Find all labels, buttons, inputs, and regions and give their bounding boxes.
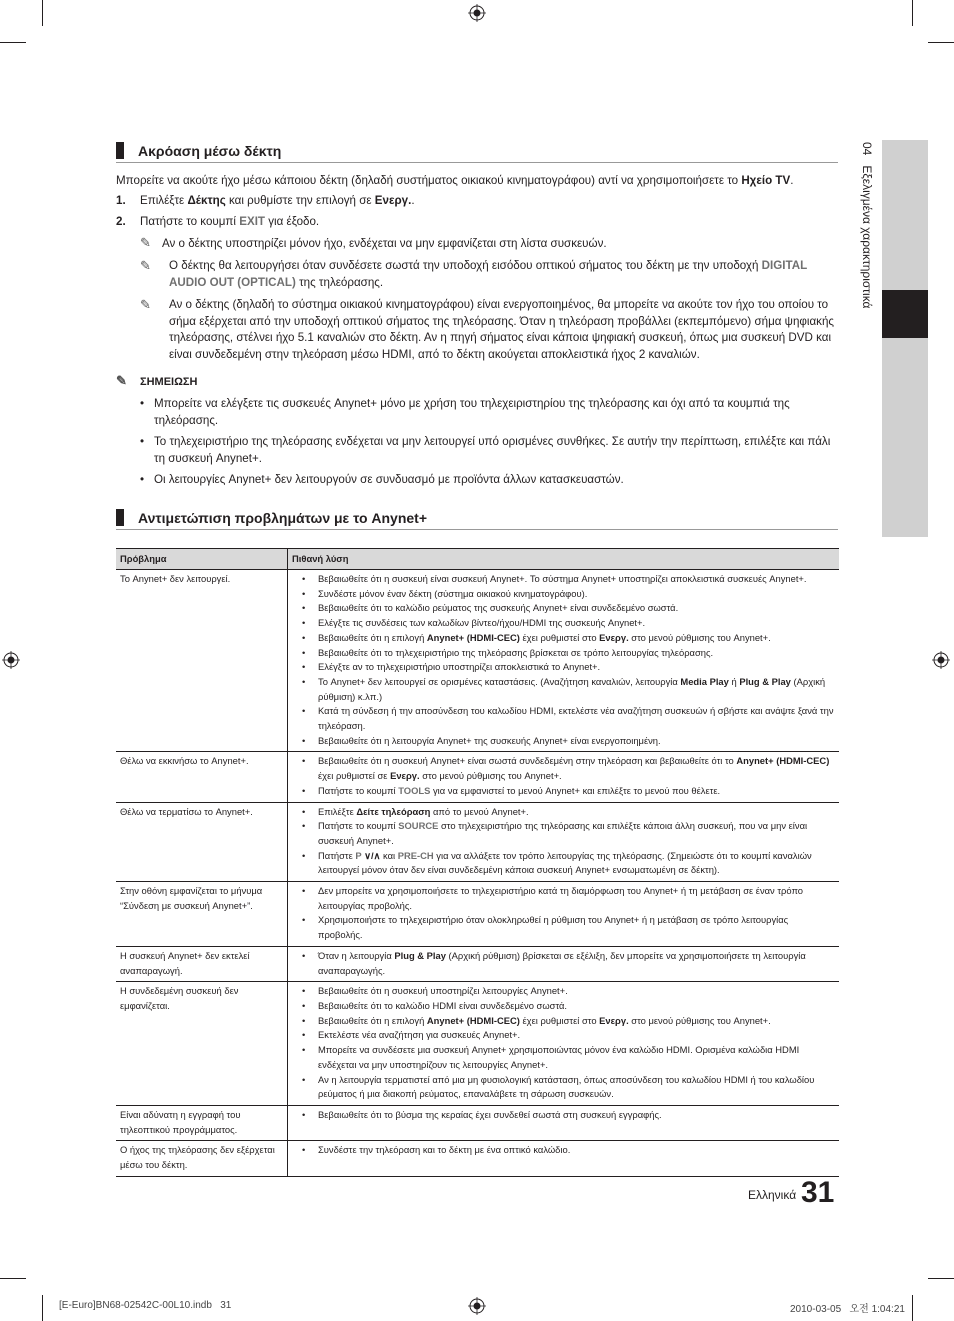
- table-row: [116, 882, 839, 947]
- solution-item: • Το Anynet+ δεν λειτουργεί σε ορισμένες καταστάσεις. (Αναζήτηση καναλιών, λειτουργία Media Play ή Plug & Play (Αρχική ρύθμιση) κ.λπ.): [318, 675, 835, 704]
- intro-paragraph: Μπορείτε να ακούτε ήχο μέσω κάποιου δέκτη (δηλαδή συστήματος οικιακού κινηματογράφου) αντί να χρησιμοποιήσετε το Ηχείο TV.: [116, 174, 794, 187]
- solution-item: • Βεβαιωθείτε ότι το βύσμα της κεραίας έχει συνδεθεί σωστά στη συσκευή εγγραφής.: [318, 1108, 835, 1123]
- solution-item: • Βεβαιωθείτε ότι η συσκευή Anynet+ είναι σωστά συνδεδεμένη στην τηλεόραση και βεβαιωθείτε ότι το Anynet+ (HDMI-CEC) έχει ρυθμιστεί σε Ενεργ. στο μενού ρύθμισης του Anynet+.: [318, 754, 835, 783]
- chapter-sidebar: [882, 140, 928, 537]
- table-row: [116, 752, 839, 802]
- problem-cell: Η συσκευή Anynet+ δεν εκτελεί αναπαραγωγή.: [116, 946, 288, 981]
- solution-item: • Βεβαιωθείτε ότι η συσκευή υποστηρίζει λειτουργίες Anynet+.: [318, 984, 835, 999]
- solution-list: [292, 984, 835, 1102]
- step-2: 2. Πατήστε το κουμπί EXIT για έξοδο.: [116, 215, 320, 228]
- section-bar: [116, 142, 124, 159]
- solution-item: • Όταν η λειτουργία Plug & Play (Αρχική ρύθμιση) βρίσκεται σε εξέλιξη, δεν μπορείτε να χρησιμοποιήσετε τη λειτουργία αναπαραγωγής.: [318, 949, 835, 978]
- solution-cell: [288, 1105, 840, 1140]
- crop-mark: [42, 0, 43, 26]
- solution-cell: [288, 752, 840, 802]
- registration-mark-icon: [932, 651, 950, 669]
- solution-item: • Επιλέξτε Δείτε τηλεόραση από το μενού Anynet+.: [318, 805, 835, 820]
- section-bar: [116, 509, 124, 526]
- table-row: [116, 982, 839, 1106]
- problem-cell: Το Anynet+ δεν λειτουργεί.: [116, 570, 288, 752]
- table-row: [116, 1105, 839, 1140]
- page-number: 31: [801, 1176, 835, 1209]
- solution-list: [292, 1108, 835, 1123]
- crop-mark: [912, 0, 913, 26]
- chapter-sidebar-marker: [882, 290, 928, 338]
- problem-cell: Η συνδεδεμένη συσκευή δεν εμφανίζεται.: [116, 982, 288, 1106]
- crop-mark: [928, 42, 954, 43]
- solution-list: [292, 949, 835, 978]
- chapter-number: 04: [860, 142, 874, 156]
- solution-item: • Πατήστε το κουμπί SOURCE στο τηλεχειριστήριο της τηλεόρασης και επιλέξτε κάποια άλλη συσκευή, που να μην είναι συσκευή Anynet+.: [318, 819, 835, 848]
- crop-mark: [912, 1295, 913, 1321]
- column-header-problem: Πρόβλημα: [116, 549, 288, 570]
- chapter-label: [853, 142, 877, 522]
- problem-cell: Θέλω να τερματίσω το Anynet+.: [116, 802, 288, 882]
- note-item: ✎ Αν ο δέκτης υποστηρίζει μόνον ήχο, ενδέχεται να μην εμφανίζεται στη λίστα συσκευών.: [140, 235, 607, 250]
- solution-item: • Βεβαιωθείτε ότι το καλώδιο HDMI είναι συνδεδεμένο σωστά.: [318, 999, 835, 1014]
- solution-list: [292, 884, 835, 943]
- print-timestamp: 2010-03-05 오전 1:04:21: [790, 1304, 905, 1315]
- solution-item: • Βεβαιωθείτε ότι το καλώδιο ρεύματος της συσκευής Anynet+ είναι συνδεδεμένο σωστά.: [318, 601, 835, 616]
- solution-item: • Εκτελέστε νέα αναζήτηση για συσκευές Anynet+.: [318, 1028, 835, 1043]
- solution-item: • Βεβαιωθείτε ότι η επιλογή Anynet+ (HDMI-CEC) έχει ρυθμιστεί στο Ενεργ. στο μενού ρύθμισης του Anynet+.: [318, 631, 835, 646]
- solution-item: • Κατά τη σύνδεση ή την αποσύνδεση του καλωδίου HDMI, εκτελέστε νέα αναζήτηση συσκευών ή σβήστε και ανάψτε ξανά την τηλεόραση.: [318, 704, 835, 733]
- solution-cell: [288, 570, 840, 752]
- column-header-solution: Πιθανή λύση: [288, 549, 840, 570]
- solution-cell: [288, 982, 840, 1106]
- step-1: 1. Επιλέξτε Δέκτης και ρυθμίστε την επιλογή σε Ενεργ..: [116, 194, 415, 207]
- problem-cell: Ο ήχος της τηλεόρασης δεν εξέρχεται μέσω του δέκτη.: [116, 1141, 288, 1176]
- solution-item: • Βεβαιωθείτε ότι η επιλογή Anynet+ (HDMI-CEC) έχει ρυθμιστεί στο Ενεργ. στο μενού ρύθμισης του Anynet+.: [318, 1014, 835, 1029]
- crop-mark: [0, 1278, 26, 1279]
- note-pencil-icon: ✎: [116, 373, 127, 388]
- solution-item: • Πατήστε P ∨/∧ και PRE-CH για να αλλάξετε τον τρόπο λειτουργίας της τηλεόρασης. (Σημειώστε ότι το κουμπί καναλιών λειτουργεί μόνον όταν δεν είναι συνδεδεμένη κάποια συσκευή Anynet+ ενσωματωμένη σε δέκτη).: [318, 849, 835, 878]
- problem-cell: Θέλω να εκκινήσω το Anynet+.: [116, 752, 288, 802]
- crop-mark: [42, 1295, 43, 1321]
- registration-mark-icon: [468, 1297, 486, 1315]
- solution-list: [292, 572, 835, 748]
- solution-item: • Συνδέστε την τηλεόραση και το δέκτη με ένα οπτικό καλώδιο.: [318, 1143, 835, 1158]
- chapter-title: Εξελιγμένα χαρακτηριστικά: [860, 165, 874, 309]
- note-bullet: • Μπορείτε να ελέγξετε τις συσκευές Anynet+ μόνο με χρήση του τηλεχειριστηρίου της τηλεόρασης και όχι από τα κουμπιά της τηλεόρασης.: [140, 397, 790, 427]
- problem-cell: Είναι αδύνατη η εγγραφή του τηλεοπτικού προγράμματος.: [116, 1105, 288, 1140]
- table-header-row: [116, 549, 839, 570]
- solution-cell: [288, 946, 840, 981]
- registration-mark-icon: [2, 651, 20, 669]
- note-item: ✎ Αν ο δέκτης (δηλαδή το σύστημα οικιακού κινηματογράφου) είναι ενεργοποιημένος, θα μπορείτε να ακούτε τον ήχο του οποίου το σήμα εξέρχεται από την υποδοχή οπτικού σήματος της τηλεόρασης. Όταν η τηλεόραση προβάλλει (εκπεμπόμενο) σήμα ψηφιακής τηλεόρασης, στέλνει ήχο 5.1 καναλιών στο δέκτη. Αν η πηγή σήματος είναι κάποια ψηφιακή συσκευή, όπως μια συσκευή DVD και είναι συνδεδεμένη στην τηλεόραση μέσω HDMI, από το δέκτη ακούγεται αποκλειστικά ήχος 2 καναλιών.: [140, 297, 835, 361]
- problem-cell: Στην οθόνη εμφανίζεται το μήνυμα “Σύνδεση με συσκευή Anynet+”.: [116, 882, 288, 947]
- solution-item: • Βεβαιωθείτε ότι η λειτουργία Anynet+ της συσκευής Anynet+ είναι ενεργοποιημένη.: [318, 734, 835, 749]
- note-pencil-icon: ✎: [140, 297, 151, 312]
- solution-item: • Ελέγξτε αν το τηλεχειριστήριο υποστηρίζει αποκλειστικά το Anynet+.: [318, 660, 835, 675]
- solution-item: • Μπορείτε να συνδέσετε μια συσκευή Anynet+ χρησιμοποιώντας μόνον ένα καλώδιο HDMI. Ορισμένα καλώδια HDMI ενδέχεται να μην υποστηρίζουν τις λειτουργίες Anynet+.: [318, 1043, 835, 1072]
- table-row: [116, 570, 839, 752]
- note-heading: ✎ ΣΗΜΕΙΩΣΗ: [116, 373, 198, 388]
- solution-item: • Συνδέστε μόνον έναν δέκτη (σύστημα οικιακού κινηματογράφου).: [318, 587, 835, 602]
- solution-item: • Βεβαιωθείτε ότι η συσκευή είναι συσκευή Anynet+. Το σύστημα Anynet+ υποστηρίζει αποκλειστικά συσκευές Anynet+.: [318, 572, 835, 587]
- note-pencil-icon: ✎: [140, 235, 151, 250]
- solution-list: [292, 1143, 835, 1158]
- crop-mark: [0, 42, 26, 43]
- section-title: Ακρόαση μέσω δέκτη: [116, 140, 838, 163]
- table-body: [116, 570, 839, 1177]
- note-pencil-icon: ✎: [140, 258, 151, 273]
- page-language: Ελληνικά: [748, 1188, 797, 1202]
- file-info: [E-Euro]BN68-02542C-00L10.indb 31: [59, 1300, 232, 1311]
- table-row: [116, 1141, 839, 1176]
- crop-mark: [928, 1278, 954, 1279]
- solution-list: [292, 805, 835, 879]
- table-row: [116, 802, 839, 882]
- solution-item: • Βεβαιωθείτε ότι το τηλεχειριστήριο της τηλεόρασης βρίσκεται σε τρόπο λειτουργίας τηλεόρασης.: [318, 646, 835, 661]
- solution-item: • Πατήστε το κουμπί TOOLS για να εμφανιστεί το μενού Anynet+ και επιλέξτε το μενού που θέλετε.: [318, 784, 835, 799]
- table-row: [116, 946, 839, 981]
- note-bullet: • Οι λειτουργίες Anynet+ δεν λειτουργούν σε συνδυασμό με προϊόντα άλλων κατασκευαστών.: [140, 473, 624, 486]
- solution-item: • Χρησιμοποιήστε το τηλεχειριστήριο όταν ολοκληρωθεί η ρύθμιση του Anynet+ ή η μετάβαση σε τρόπο λειτουργίας προβολής.: [318, 913, 835, 942]
- solution-list: [292, 754, 835, 798]
- registration-mark-icon: [468, 4, 486, 22]
- solution-cell: [288, 802, 840, 882]
- note-item: ✎ Ο δέκτης θα λειτουργήσει όταν συνδέσετε σωστά την υποδοχή εισόδου οπτικού σήματος του δέκτη με την υποδοχή DIGITAL AUDIO OUT (OPTICAL) της τηλεόρασης.: [140, 258, 807, 289]
- solution-cell: [288, 882, 840, 947]
- solution-item: • Δεν μπορείτε να χρησιμοποιήσετε το τηλεχειριστήριο κατά τη διαμόρφωση του Anynet+ ή τη μετάβαση σε έναν τρόπο λειτουργίας προβολής.: [318, 884, 835, 913]
- note-bullet: • Το τηλεχειριστήριο της τηλεόρασης ενδέχεται να μην λειτουργεί υπό ορισμένες συνθήκες. Σε αυτήν την περίπτωση, επιλέξτε και πάλι τη συσκευή Anynet+.: [140, 435, 831, 465]
- section-title: Αντιμετώπιση προβλημάτων με το Anynet+: [116, 507, 838, 530]
- troubleshooting-table: [116, 548, 839, 1177]
- solution-item: • Αν η λειτουργία τερματιστεί από μια μη φυσιολογική κατάσταση, όπως αποσύνδεση του καλωδίου HDMI ή του καλωδίου ρεύματος ή μια διακοπή ρεύματος, επαναλάβετε τη σάρωση συσκευών.: [318, 1073, 835, 1102]
- solution-cell: [288, 1141, 840, 1176]
- solution-item: • Ελέγξτε τις συνδέσεις των καλωδίων βίντεο/ήχου/HDMI της συσκευής Anynet+.: [318, 616, 835, 631]
